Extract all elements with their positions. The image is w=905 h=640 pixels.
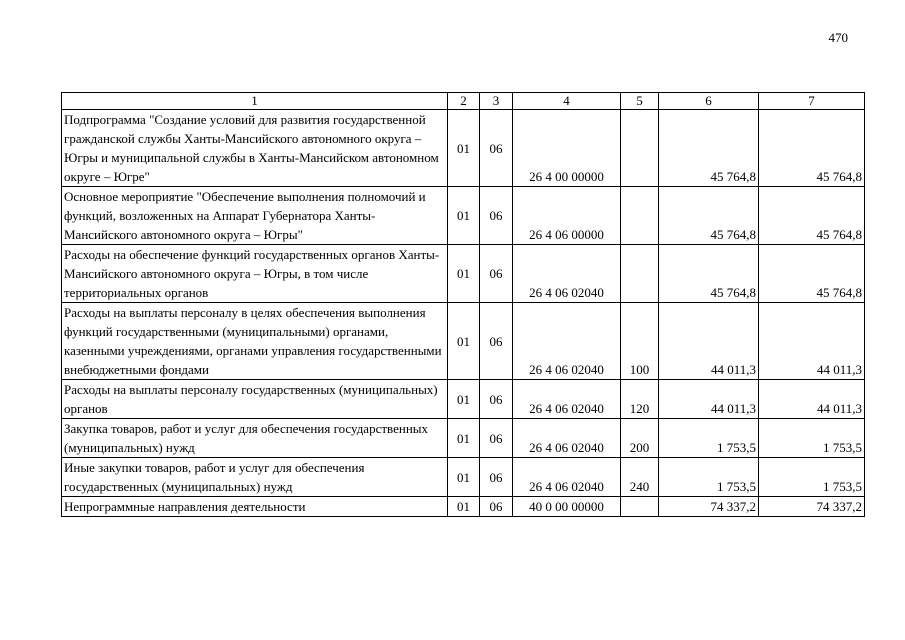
row-target-article: 40 0 00 00000 <box>513 497 621 517</box>
row-subsection: 06 <box>480 187 513 245</box>
row-expense-type <box>621 187 659 245</box>
row-amount-6: 44 011,3 <box>659 303 759 380</box>
row-name: Иные закупки товаров, работ и услуг для обеспечения государственных (муниципальных) нужд <box>62 458 448 497</box>
table-row <box>62 187 865 245</box>
row-expense-type: 240 <box>621 458 659 497</box>
row-subsection: 06 <box>480 419 513 458</box>
row-name: Расходы на выплаты персоналу в целях обеспечения выполнения функций государственными (муниципальными) органами, казенными учреждениями, органами управления государственными внебюджетными фондами <box>62 303 448 380</box>
row-amount-7: 45 764,8 <box>759 110 865 187</box>
row-amount-6: 74 337,2 <box>659 497 759 517</box>
row-name: Основное мероприятие "Обеспечение выполнения полномочий и функций, возложенных на Аппарат Губернатора Ханты-Мансийского автономного округа – Югры" <box>62 187 448 245</box>
row-expense-type <box>621 245 659 303</box>
row-amount-7: 45 764,8 <box>759 245 865 303</box>
row-target-article: 26 4 06 02040 <box>513 458 621 497</box>
column-header: 5 <box>621 93 659 110</box>
table-row <box>62 458 865 497</box>
row-subsection: 06 <box>480 245 513 303</box>
row-section: 01 <box>448 419 480 458</box>
table-row <box>62 110 865 187</box>
page-number: 470 <box>828 30 848 45</box>
row-target-article: 26 4 06 02040 <box>513 303 621 380</box>
row-subsection: 06 <box>480 458 513 497</box>
row-expense-type <box>621 497 659 517</box>
table-row <box>62 303 865 380</box>
row-name: Закупка товаров, работ и услуг для обеспечения государственных (муниципальных) нужд <box>62 419 448 458</box>
row-target-article: 26 4 06 00000 <box>513 187 621 245</box>
row-subsection: 06 <box>480 110 513 187</box>
row-amount-7: 44 011,3 <box>759 380 865 419</box>
row-name: Расходы на выплаты персоналу государственных (муниципальных) органов <box>62 380 448 419</box>
budget-table <box>61 92 865 517</box>
row-expense-type <box>621 110 659 187</box>
row-name: Расходы на обеспечение функций государственных органов Ханты-Мансийского автономного округа – Югры, в том числе территориальных органов <box>62 245 448 303</box>
row-subsection: 06 <box>480 380 513 419</box>
row-section: 01 <box>448 303 480 380</box>
row-expense-type: 120 <box>621 380 659 419</box>
row-amount-6: 45 764,8 <box>659 110 759 187</box>
row-target-article: 26 4 06 02040 <box>513 245 621 303</box>
column-header: 1 <box>62 93 448 110</box>
header-row <box>62 93 865 110</box>
row-expense-type: 200 <box>621 419 659 458</box>
row-section: 01 <box>448 380 480 419</box>
row-amount-6: 1 753,5 <box>659 458 759 497</box>
row-section: 01 <box>448 245 480 303</box>
column-header: 3 <box>480 93 513 110</box>
row-subsection: 06 <box>480 303 513 380</box>
row-section: 01 <box>448 497 480 517</box>
row-name: Непрограммные направления деятельности <box>62 497 448 517</box>
row-amount-7: 45 764,8 <box>759 187 865 245</box>
table-row <box>62 497 865 517</box>
row-amount-7: 74 337,2 <box>759 497 865 517</box>
table-row <box>62 419 865 458</box>
row-amount-6: 44 011,3 <box>659 380 759 419</box>
row-amount-7: 1 753,5 <box>759 419 865 458</box>
row-amount-7: 1 753,5 <box>759 458 865 497</box>
row-name: Подпрограмма "Создание условий для развития государственной гражданской службы Ханты-Мансийского автономного округа – Югры и муниципальной службы в Ханты-Мансийском автономном округе – Югре" <box>62 110 448 187</box>
row-target-article: 26 4 06 02040 <box>513 419 621 458</box>
column-header: 4 <box>513 93 621 110</box>
row-section: 01 <box>448 458 480 497</box>
row-amount-7: 44 011,3 <box>759 303 865 380</box>
table-row <box>62 380 865 419</box>
row-target-article: 26 4 00 00000 <box>513 110 621 187</box>
column-header: 2 <box>448 93 480 110</box>
row-subsection: 06 <box>480 497 513 517</box>
row-section: 01 <box>448 110 480 187</box>
row-expense-type: 100 <box>621 303 659 380</box>
row-amount-6: 1 753,5 <box>659 419 759 458</box>
column-header: 6 <box>659 93 759 110</box>
row-section: 01 <box>448 187 480 245</box>
row-amount-6: 45 764,8 <box>659 245 759 303</box>
row-amount-6: 45 764,8 <box>659 187 759 245</box>
column-header: 7 <box>759 93 865 110</box>
row-target-article: 26 4 06 02040 <box>513 380 621 419</box>
table-row <box>62 245 865 303</box>
